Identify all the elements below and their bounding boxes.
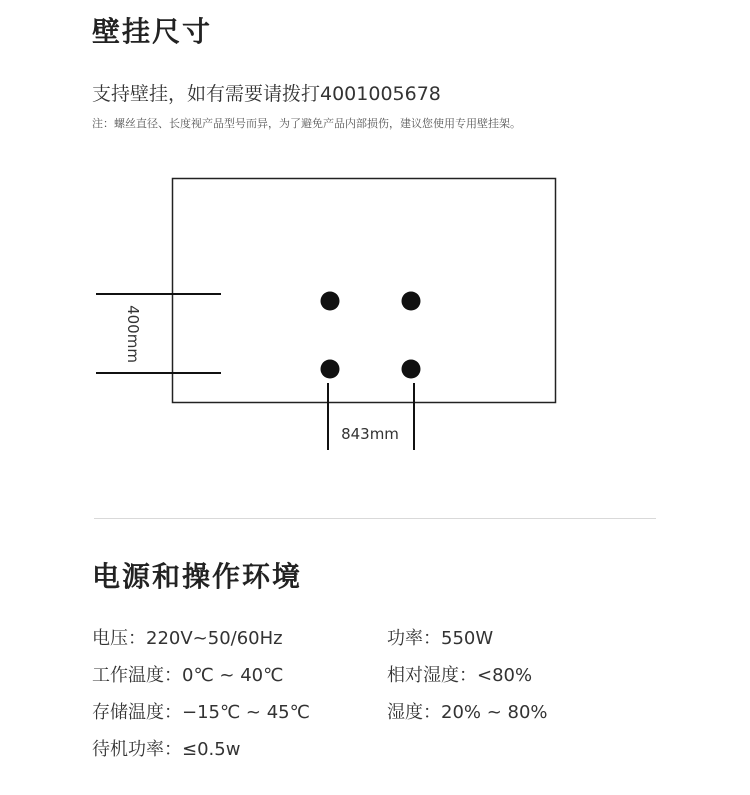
dim-label-horizontal: 843mm (341, 425, 399, 443)
section-title-wall-mount: 壁挂尺寸 (92, 15, 213, 48)
section-divider (94, 518, 656, 519)
spec-relative-humidity: 相对湿度：<80% (387, 665, 533, 686)
spec-operating-temperature: 工作温度：0℃ ~ 40℃ (92, 665, 284, 686)
spec-standby-power: 待机功率：≤0.5w (92, 739, 241, 760)
tv-outline (173, 179, 556, 403)
spec-storage-temperature: 存储温度：−15℃ ~ 45℃ (92, 702, 310, 723)
support-text: 支持壁挂，如有需要请拨打4001005678 (92, 83, 441, 105)
mount-hole-top-left (321, 292, 340, 311)
section-title-environment: 电源和操作环境 (92, 560, 303, 593)
mount-hole-bottom-left (321, 360, 340, 379)
spec-humidity: 湿度：20% ~ 80% (387, 702, 548, 723)
note-text: 注：螺丝直径、长度视产品型号而异，为了避免产品内部损伤，建议您使用专用壁挂架。 (92, 117, 521, 130)
spec-voltage: 电压：220V~50/60Hz (92, 628, 283, 649)
spec-power: 功率：550W (387, 628, 494, 649)
mount-hole-top-right (402, 292, 421, 311)
mount-hole-bottom-right (402, 360, 421, 379)
dim-label-vertical: 400mm (124, 305, 142, 363)
